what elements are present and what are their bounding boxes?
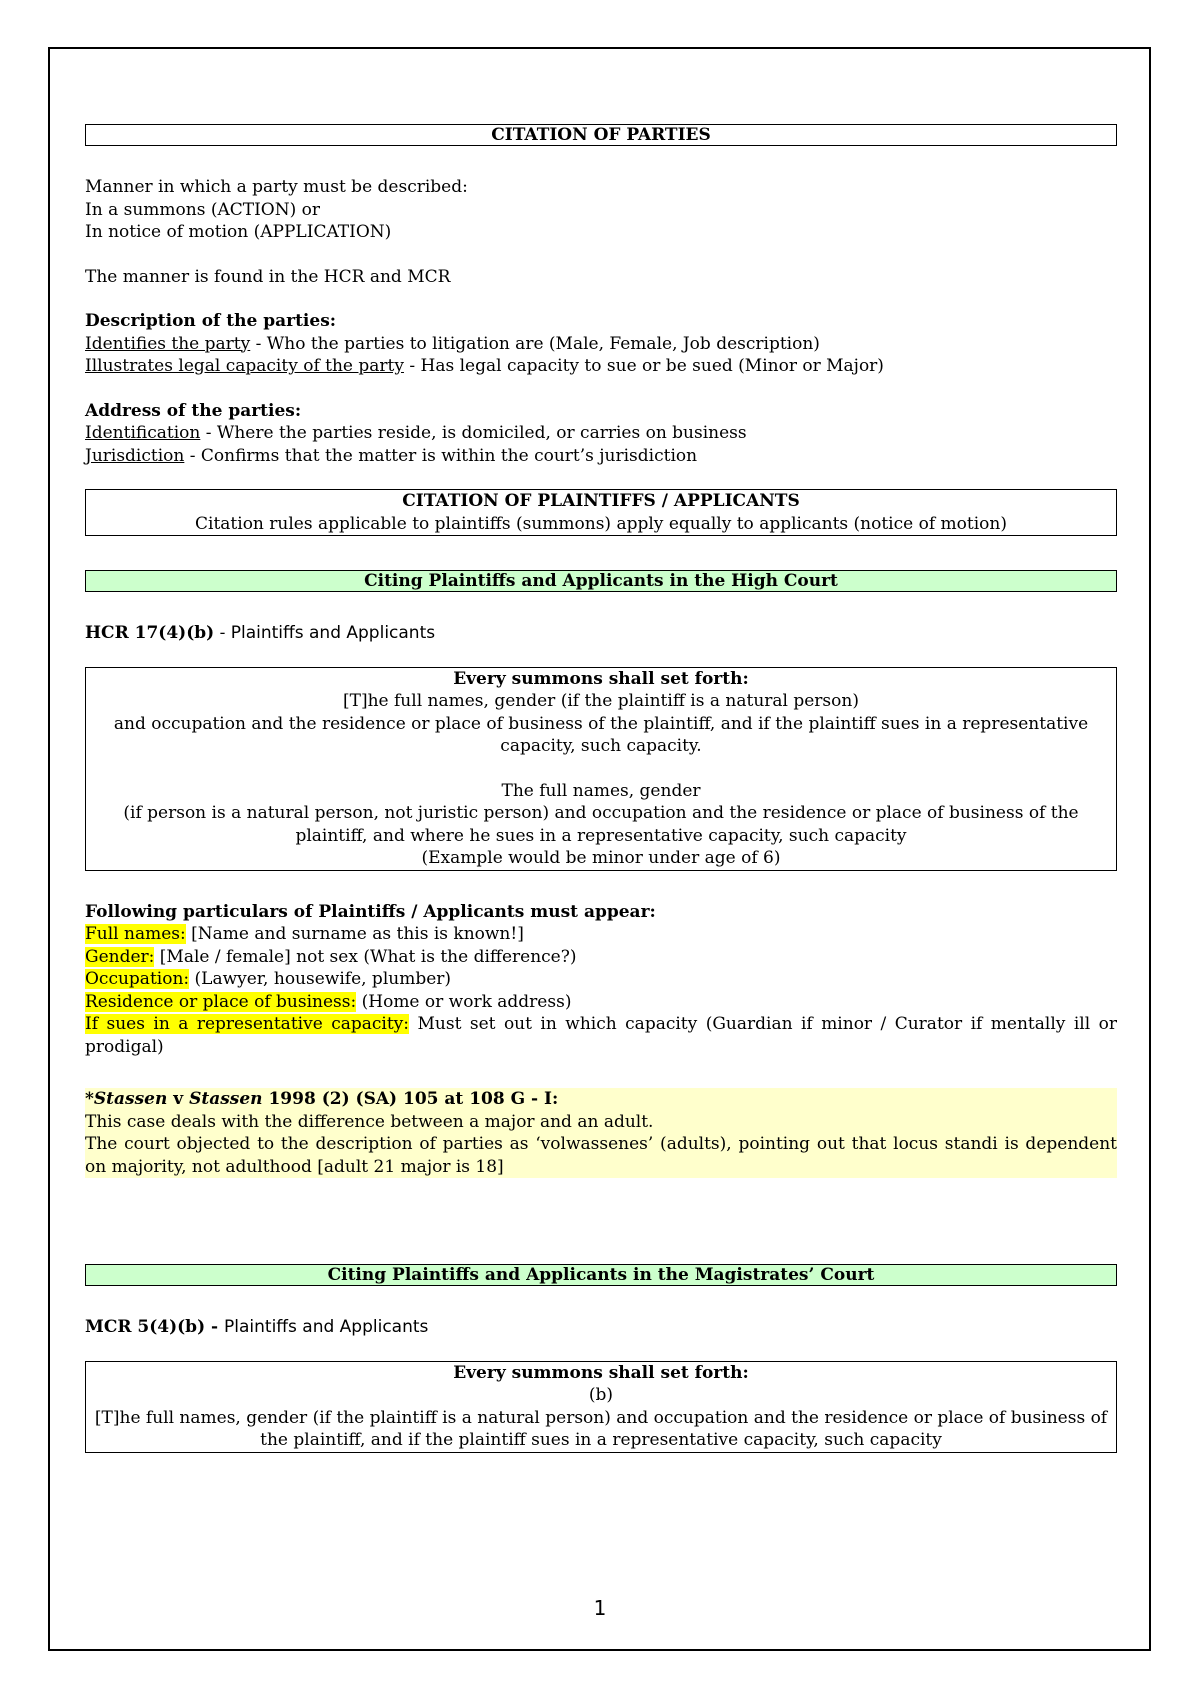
- description-text-1: - Who the parties to litigation are (Male, Female, Job description): [250, 333, 820, 354]
- case-citation: [85, 1088, 1117, 1111]
- plaintiffs-box-title: CITATION OF PLAINTIFFS / APPLICANTS: [402, 491, 800, 511]
- description-text-2: - Has legal capacity to sue or be sued (Minor or Major): [403, 356, 884, 376]
- case-line-1: This case deals with the difference between a major and an adult.: [85, 1111, 654, 1132]
- particular-label: Occupation:: [85, 969, 190, 989]
- citation-of-parties-title: CITATION OF PARTIES: [85, 124, 1117, 146]
- hcr-rule-ref: HCR 17(4)(b): [85, 623, 215, 643]
- intro-line-1: Manner in which a party must be described:: [85, 177, 468, 197]
- intro-line-4: The manner is found in the HCR and MCR: [85, 266, 451, 287]
- mcr-rule-ref: MCR 5(4)(b): [85, 1317, 206, 1337]
- hc-box-p1-line2: and occupation and the residence or place of business of the plaintiff, and if the plaintiff sues in a representative capacity, such capacity.: [113, 713, 1089, 756]
- magistrates-court-heading: Citing Plaintiffs and Applicants in the Magistrates’ Court: [85, 1264, 1117, 1286]
- description-item-1: [85, 333, 1117, 356]
- mcr-rule-text: Plaintiffs and Applicants: [224, 1317, 429, 1337]
- address-item-2: [85, 445, 1117, 468]
- case-party-1: Stassen: [93, 1089, 168, 1109]
- particulars-heading: Following particulars of Plaintiffs / Applicants must appear:: [85, 901, 656, 922]
- address-heading: Address of the parties:: [85, 400, 302, 421]
- particular-item: [85, 946, 1117, 969]
- address-text-2: - Confirms that the matter is within the court’s jurisdiction: [184, 445, 698, 466]
- mc-box-text: [T]he full names, gender (if the plaintiff is a natural person) and occupation and the residence or place of business of the plaintiff, and if the plaintiff sues in a representative capacity, such capacity: [94, 1407, 1108, 1450]
- high-court-heading: Citing Plaintiffs and Applicants in the High Court: [85, 570, 1117, 592]
- particular-text: (Home or work address): [356, 991, 572, 1012]
- stassen-case-block: [85, 1088, 1117, 1178]
- mcr-rule-line: [85, 1316, 1117, 1339]
- case-party-2: Stassen: [189, 1089, 263, 1109]
- particular-text: (Lawyer, housewife, plumber): [189, 969, 452, 989]
- hc-box-p2-line3: (Example would be minor under age of 6): [421, 848, 781, 868]
- plaintiffs-box-text: Citation rules applicable to plaintiffs (summons) apply equally to applicants (notice of motion): [195, 513, 1007, 534]
- particular-label: If sues in a representative capacity:: [85, 1014, 410, 1034]
- mc-box-sub: (b): [588, 1385, 614, 1405]
- magistrates-summons-box: [85, 1361, 1117, 1453]
- hc-box-p2-line1: The full names, gender: [501, 780, 701, 801]
- hcr-rule-sep: -: [214, 623, 231, 643]
- description-heading: Description of the parties:: [85, 311, 337, 331]
- hcr-rule-line: [85, 622, 1117, 645]
- description-term-1: Identifies the party: [85, 333, 251, 354]
- intro-line-3: In notice of motion (APPLICATION): [85, 222, 392, 242]
- case-reference: 1998 (2) (SA) 105 at 108 G - I:: [262, 1089, 559, 1109]
- particular-item: [85, 923, 1117, 946]
- address-text-1: - Where the parties reside, is domiciled, or carries on business: [200, 423, 747, 443]
- page-number: 1: [593, 1596, 607, 1620]
- particular-text: [Male / female] not sex (What is the difference?): [154, 946, 577, 967]
- case-line-2: The court objected to the description of parties as ‘volwassenes’ (adults), pointing out that locus standi is dependent on majority, not adulthood [adult 21 major is 18]: [85, 1134, 1117, 1177]
- particular-text: Must set out in which capacity (Guardian if minor / Curator if mentally ill or prodigal): [85, 1014, 1117, 1057]
- hcr-rule-text: Plaintiffs and Applicants: [230, 623, 436, 643]
- plaintiffs-applicants-box: [85, 489, 1117, 536]
- case-v: v: [167, 1089, 190, 1109]
- high-court-summons-box: [85, 667, 1117, 871]
- hc-box-p2-line2: (if person is a natural person, not juristic person) and occupation and the residence or place of business of the plaintiff, and where he sues in a representative capacity, such capacity: [123, 803, 1079, 846]
- particular-item: [85, 1013, 1117, 1058]
- intro-line-2: In a summons (ACTION) or: [85, 199, 321, 220]
- particular-item: [85, 968, 1117, 991]
- hc-box-p1-line1: [T]he full names, gender (if the plaintiff is a natural person): [343, 691, 859, 711]
- mcr-rule-sep: -: [205, 1317, 225, 1337]
- case-star: *: [85, 1089, 94, 1109]
- document-body: [85, 124, 1117, 1453]
- particular-text: [Name and surname as this is known!]: [185, 924, 524, 944]
- particular-label: Residence or place of business:: [85, 991, 357, 1012]
- address-term-2: Jurisdiction: [85, 445, 185, 466]
- particular-label: Gender:: [85, 946, 155, 967]
- particular-item: [85, 991, 1117, 1014]
- address-item-1: [85, 422, 1117, 445]
- description-item-2: [85, 355, 1117, 378]
- mc-box-title: Every summons shall set forth:: [453, 1362, 749, 1383]
- address-term-1: Identification: [85, 423, 201, 443]
- particular-label: Full names:: [85, 924, 186, 944]
- description-term-2: Illustrates legal capacity of the party: [85, 356, 404, 376]
- hc-box-title: Every summons shall set forth:: [453, 668, 749, 689]
